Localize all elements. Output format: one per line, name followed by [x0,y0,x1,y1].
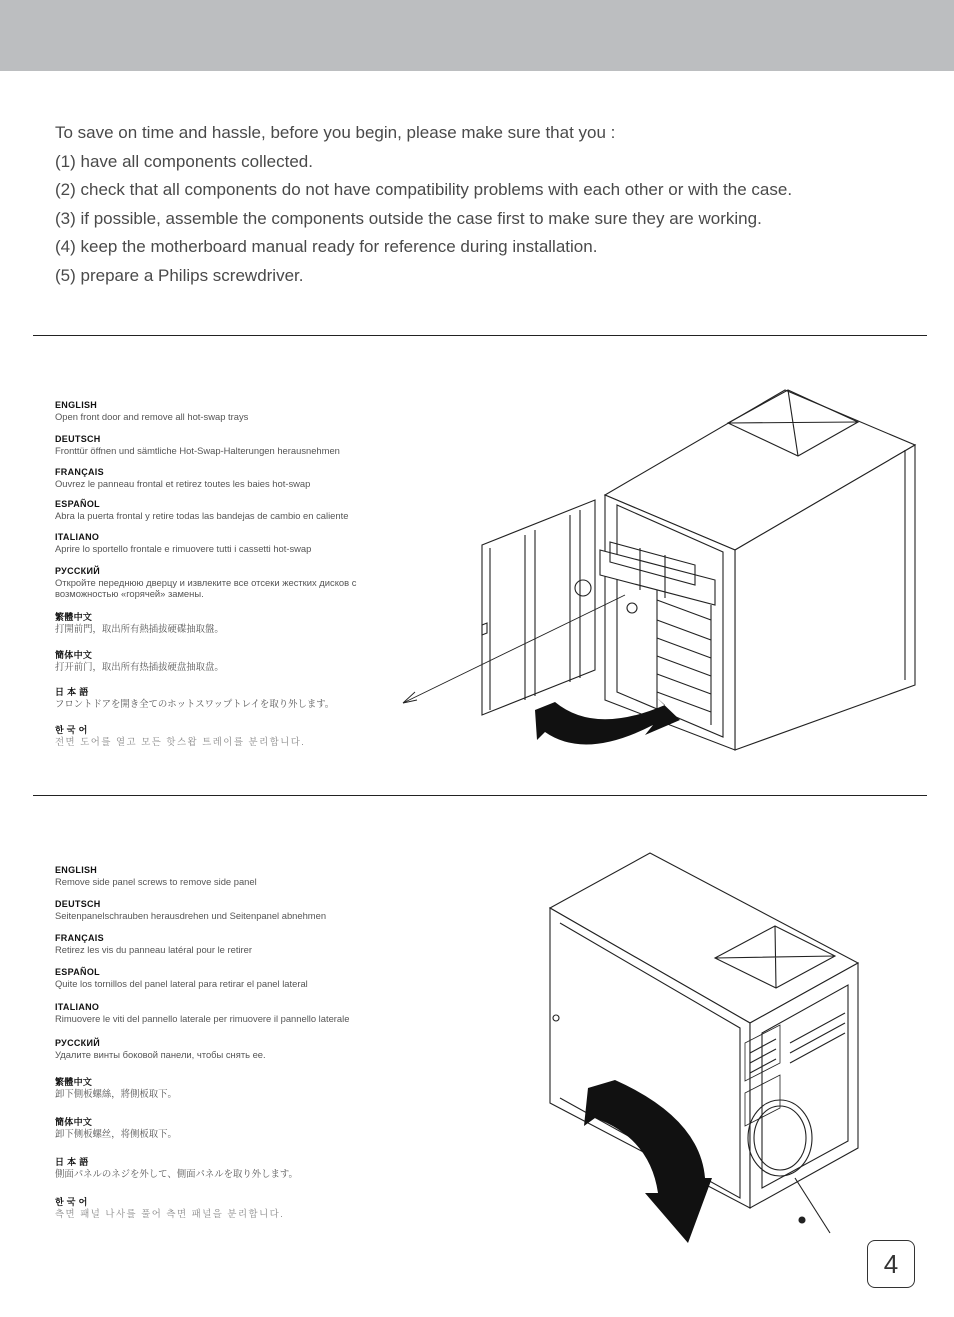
lang-entry-japanese [55,687,334,709]
intro-line: (2) check that all components do not have compatibility problems with each other or with the case. [55,180,793,199]
lang-entry-italiano [55,532,311,554]
open-front-door-illustration [395,380,925,760]
lang-name: ITALIANO [55,1002,100,1012]
lang-name: ENGLISH [55,865,98,875]
lang-text: Retirez les vis du panneau latéral pour le retirer [55,944,252,955]
lang-text: Fronttür öffnen und sämtliche Hot-Swap-Halterungen herausnehmen [55,445,340,456]
lang-entry-trad-chinese [55,612,224,634]
lang-entry-francais [55,467,310,489]
lang-entry-russian [55,566,390,599]
lang-text: 卸下侧板螺丝，将侧板取下。 [55,1128,177,1139]
lang-entry-simp-chinese [55,650,224,672]
lang-name: 繁體中文 [55,1077,93,1087]
lang-name: 繁體中文 [55,612,93,622]
intro-checklist [55,124,925,295]
lang-text: 打开前门，取出所有热插拔硬盘抽取盘。 [55,661,224,672]
lang-name: FRANÇAIS [55,933,104,943]
lang-text: Откройте переднюю дверцу и извлеките все отсеки жестких дисков с возможностью «горячей» замены. [55,577,357,599]
section-divider [33,335,927,336]
lang-text: フロントドアを開き全てのホットスワップトレイを取り外します。 [55,698,335,709]
lang-text: Удалите винты боковой панели, чтобы снять ее. [55,1049,266,1060]
lang-entry-korean [55,1197,284,1219]
lang-name: ITALIANO [55,532,100,542]
lang-name: 簡体中文 [55,1117,93,1127]
lang-entry-korean [55,725,305,747]
lang-entry-english [55,400,248,422]
lang-name: 한 국 어 [55,725,88,735]
intro-line: (5) prepare a Philips screwdriver. [55,265,304,285]
section-divider [33,795,927,796]
intro-line: To save on time and hassle, before you begin, please make sure that you : [55,123,616,142]
lang-entry-russian [55,1038,266,1060]
lang-entry-deutsch [55,434,340,456]
lang-entry-italiano [55,1002,349,1024]
lang-name: 한 국 어 [55,1197,88,1207]
intro-line: (4) keep the motherboard manual ready for reference during installation. [55,237,598,256]
lang-text: Ouvrez le panneau frontal et retirez toutes les baies hot-swap [55,478,311,489]
lang-text: Seitenpanelschrauben herausdrehen und Seitenpanel abnehmen [55,910,327,921]
lang-entry-espanol [55,499,348,521]
lang-name: ESPAÑOL [55,967,100,977]
intro-line: (3) if possible, assemble the components outside the case first to make sure they are working. [55,208,762,228]
lang-text: 卸下側板螺絲，將側板取下。 [55,1088,177,1099]
lang-text: 측면 패널 나사를 풀어 측면 패널을 분리합니다. [55,1208,285,1219]
lang-name: FRANÇAIS [55,467,104,477]
lang-entry-english [55,865,257,887]
lang-text: Remove side panel screws to remove side panel [55,876,257,887]
lang-text: 전면 도어를 열고 모든 핫스왑 트레이를 분리합니다. [55,736,306,747]
lang-entry-deutsch [55,899,326,921]
lang-name: РУССКИЙ [55,566,101,576]
lang-name: РУССКИЙ [55,1038,101,1048]
lang-text: 打開前門，取出所有熱插拔硬碟抽取盤。 [55,623,224,634]
lang-name: ESPAÑOL [55,499,100,509]
lang-text: Rimuovere le viti del pannello laterale per rimuovere il pannello laterale [55,1013,350,1024]
lang-entry-japanese [55,1157,298,1179]
lang-name: 日 本 語 [55,687,89,697]
lang-text: Quite los tornillos del panel lateral para retirar el panel lateral [55,978,308,989]
lang-text: Aprire lo sportello frontale e rimuovere tutti i cassetti hot-swap [55,543,312,554]
lang-text: Abra la puerta frontal y retire todas las bandejas de cambio en caliente [55,510,349,521]
header-bar [0,0,954,71]
lang-entry-espanol [55,967,308,989]
lang-entry-trad-chinese [55,1077,177,1099]
lang-name: ENGLISH [55,400,98,410]
lang-name: DEUTSCH [55,899,101,909]
intro-line: (1) have all components collected. [55,151,313,171]
lang-name: 日 本 語 [55,1157,89,1167]
lang-name: 簡体中文 [55,650,93,660]
lang-text: Open front door and remove all hot-swap trays [55,411,249,422]
page-number: 4 [867,1240,915,1288]
lang-entry-francais [55,933,252,955]
lang-text: 側面パネルのネジを外して、側面パネルを取り外します。 [55,1168,298,1179]
side-panel-removal-illustration [540,848,870,1258]
lang-entry-simp-chinese [55,1117,177,1139]
lang-name: DEUTSCH [55,434,101,444]
